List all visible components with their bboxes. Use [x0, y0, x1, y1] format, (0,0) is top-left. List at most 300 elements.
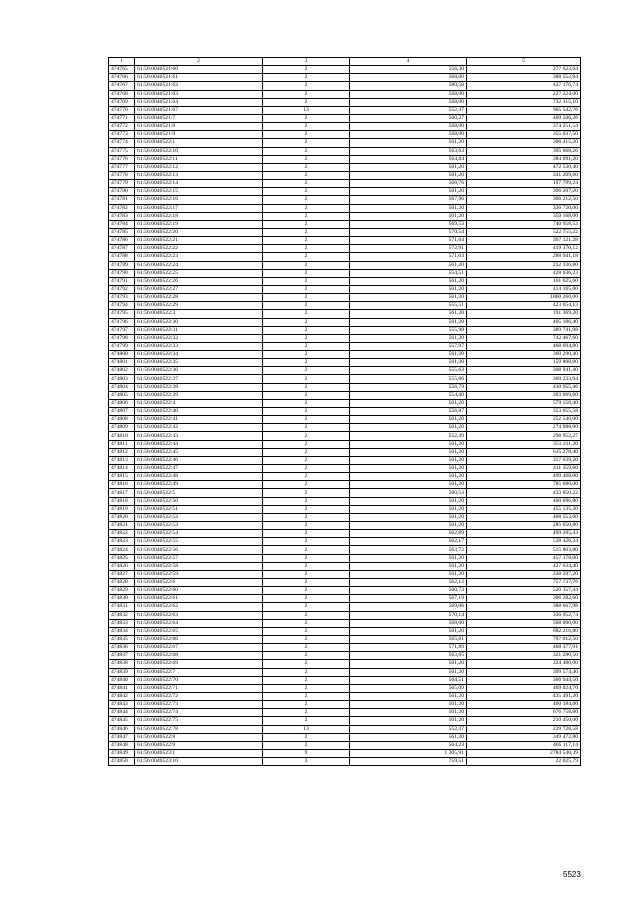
- row-number-cell: 474765: [109, 66, 135, 74]
- value-cell: 676 758,80: [467, 709, 581, 717]
- area-cell: 561,20: [350, 456, 467, 464]
- value-cell: 635 278,40: [467, 448, 581, 456]
- cadastral-number-cell: 61:56:0040522:35: [135, 359, 263, 367]
- cadastral-number-cell: 61:56:0040522:56: [135, 546, 263, 554]
- value-cell: 568 000,00: [467, 619, 581, 627]
- value-cell: 785 680,00: [467, 481, 581, 489]
- value-cell: 740 958,53: [467, 220, 581, 228]
- table-row: [109, 627, 581, 635]
- value-cell: 298 952,27: [467, 432, 581, 440]
- cadastral-number-cell: 61:56:0040522:7: [135, 668, 263, 676]
- value-cell: 239 728,58: [467, 725, 581, 733]
- area-cell: 556,30: [350, 66, 467, 74]
- table-row: [109, 530, 581, 538]
- value-cell: 366 212,50: [467, 196, 581, 204]
- area-cell: 561,20: [350, 692, 467, 700]
- table-row: [109, 90, 581, 98]
- value-cell: 522 755,22: [467, 228, 581, 236]
- table-row: [109, 505, 581, 513]
- cadastral-number-cell: 61:56:0040522:50: [135, 497, 263, 505]
- table-row: [109, 367, 581, 375]
- count-cell: 2: [263, 82, 350, 90]
- cadastral-number-cell: 61:56:0040522:60: [135, 587, 263, 595]
- cadastral-number-cell: 61:56:0040522:23: [135, 253, 263, 261]
- count-cell: 3: [263, 758, 350, 766]
- table-row: [109, 245, 581, 253]
- value-cell: 288 941,18: [467, 253, 581, 261]
- value-cell: 285 650,80: [467, 522, 581, 530]
- area-cell: 561,20: [350, 448, 467, 456]
- value-cell: 367 121,28: [467, 237, 581, 245]
- value-cell: 499 285,43: [467, 530, 581, 538]
- area-cell: 560,73: [350, 587, 467, 595]
- row-number-cell: 474792: [109, 285, 135, 293]
- row-number-cell: 474805: [109, 391, 135, 399]
- cadastral-number-cell: 61:56:0040522:45: [135, 448, 263, 456]
- table-row: [109, 155, 581, 163]
- count-cell: 2: [263, 652, 350, 660]
- area-cell: 561,20: [350, 701, 467, 709]
- value-cell: 430 955,46: [467, 383, 581, 391]
- cadastral-number-cell: 61:56:0040522:58: [135, 562, 263, 570]
- area-cell: 1 305,91: [350, 749, 467, 757]
- cadastral-number-cell: 61:56:0040522:71: [135, 684, 263, 692]
- count-cell: 2: [263, 253, 350, 261]
- row-number-cell: 474798: [109, 334, 135, 342]
- area-cell: 571,03: [350, 253, 467, 261]
- count-cell: 2: [263, 562, 350, 570]
- value-cell: 317 639,20: [467, 456, 581, 464]
- row-number-cell: 474806: [109, 399, 135, 407]
- row-number-cell: 474810: [109, 432, 135, 440]
- value-cell: 191 369,20: [467, 310, 581, 318]
- count-cell: 2: [263, 644, 350, 652]
- value-cell: 360 290,40: [467, 351, 581, 359]
- table-row: [109, 660, 581, 668]
- count-cell: 2: [263, 416, 350, 424]
- count-cell: 2: [263, 733, 350, 741]
- row-number-cell: 474791: [109, 277, 135, 285]
- cadastral-number-cell: 61:56:0040521:9: [135, 131, 263, 139]
- table-row: [109, 74, 581, 82]
- table-row: [109, 391, 581, 399]
- cadastral-number-cell: 61:56:0040522:64: [135, 619, 263, 627]
- table-row: [109, 399, 581, 407]
- cadastral-number-cell: 61:56:0040522:41: [135, 416, 263, 424]
- area-cell: 565,61: [350, 635, 467, 643]
- table-row: [109, 595, 581, 603]
- row-number-cell: 474812: [109, 448, 135, 456]
- count-cell: 2: [263, 212, 350, 220]
- row-number-cell: 474783: [109, 212, 135, 220]
- area-cell: 568,00: [350, 619, 467, 627]
- value-cell: 435 491,20: [467, 692, 581, 700]
- value-cell: 427 634,40: [467, 562, 581, 570]
- cadastral-number-cell: 61:56:0040522:25: [135, 269, 263, 277]
- count-cell: 2: [263, 391, 350, 399]
- row-number-cell: 474803: [109, 375, 135, 383]
- table-row: [109, 709, 581, 717]
- area-cell: 561,20: [350, 171, 467, 179]
- count-cell: 2: [263, 123, 350, 131]
- cadastral-number-cell: 61:56:0040522:46: [135, 456, 263, 464]
- table-row: [109, 733, 581, 741]
- area-cell: 566,76: [350, 180, 467, 188]
- value-cell: 433 850,22: [467, 489, 581, 497]
- value-cell: 468 694,80: [467, 342, 581, 350]
- cadastral-number-cell: 61:56:0040522:32: [135, 334, 263, 342]
- cadastral-number-cell: 61:56:0040522:26: [135, 277, 263, 285]
- value-cell: 393 069,60: [467, 391, 581, 399]
- value-cell: 457 378,00: [467, 554, 581, 562]
- area-cell: 567,19: [350, 595, 467, 603]
- table-row: [109, 758, 581, 766]
- area-cell: 561,20: [350, 351, 467, 359]
- table-row: [109, 204, 581, 212]
- value-cell: 336 952,74: [467, 611, 581, 619]
- cadastral-number-cell: 61:56:0040521:61: [135, 74, 263, 82]
- count-cell: 2: [263, 424, 350, 432]
- cadastral-number-cell: 61:56:0040522:73: [135, 701, 263, 709]
- area-cell: 561,20: [350, 277, 467, 285]
- page-number: 5523: [563, 870, 581, 879]
- table-row: [109, 212, 581, 220]
- table-row: [109, 440, 581, 448]
- value-cell: 411 359,60: [467, 465, 581, 473]
- cadastral-number-cell: 61:56:0040522:61: [135, 595, 263, 603]
- area-cell: 555,51: [350, 302, 467, 310]
- area-cell: 561,20: [350, 660, 467, 668]
- value-cell: 224 480,00: [467, 660, 581, 668]
- row-number-cell: 474824: [109, 546, 135, 554]
- value-cell: 396 207,20: [467, 188, 581, 196]
- area-cell: 560,53: [350, 489, 467, 497]
- area-cell: 561,20: [350, 359, 467, 367]
- table-row: [109, 106, 581, 114]
- area-cell: 568,00: [350, 123, 467, 131]
- area-cell: 561,20: [350, 212, 467, 220]
- count-cell: 2: [263, 554, 350, 562]
- table-row: [109, 749, 581, 757]
- cadastral-number-cell: 61:56:0040522:6: [135, 579, 263, 587]
- count-cell: 2: [263, 513, 350, 521]
- area-cell: 561,20: [350, 285, 467, 293]
- area-cell: 561,20: [350, 627, 467, 635]
- area-cell: 562,12: [350, 579, 467, 587]
- count-cell: 2: [263, 497, 350, 505]
- cadastral-number-cell: 61:56:0040522:12: [135, 163, 263, 171]
- cadastral-number-cell: 61:56:0040522:38: [135, 383, 263, 391]
- row-number-cell: 474788: [109, 253, 135, 261]
- value-cell: 384 091,20: [467, 155, 581, 163]
- value-cell: 351 311,20: [467, 440, 581, 448]
- count-cell: 2: [263, 611, 350, 619]
- area-cell: 563,72: [350, 546, 467, 554]
- cadastral-number-cell: 61:56:0040522:59: [135, 570, 263, 578]
- count-cell: 2: [263, 294, 350, 302]
- table-header-row: [109, 58, 581, 66]
- table-row: [109, 326, 581, 334]
- area-cell: 561,20: [350, 709, 467, 717]
- row-number-cell: 474833: [109, 619, 135, 627]
- area-cell: 564,23: [350, 741, 467, 749]
- row-number-cell: 474815: [109, 473, 135, 481]
- row-number-cell: 474842: [109, 692, 135, 700]
- cadastral-number-cell: 61:56:0040522:27: [135, 285, 263, 293]
- count-cell: 2: [263, 595, 350, 603]
- row-number-cell: 474799: [109, 342, 135, 350]
- area-cell: 564,51: [350, 676, 467, 684]
- value-cell: 965 542,76: [467, 106, 581, 114]
- cadastral-number-cell: 61:56:0040521:8: [135, 123, 263, 131]
- count-cell: 2: [263, 147, 350, 155]
- cadastral-number-cell: 61:56:0040522:68: [135, 652, 263, 660]
- row-number-cell: 474771: [109, 114, 135, 122]
- row-number-cell: 474808: [109, 416, 135, 424]
- row-number-cell: 474821: [109, 522, 135, 530]
- row-number-cell: 474781: [109, 196, 135, 204]
- cadastral-number-cell: 61:56:0040521:63: [135, 90, 263, 98]
- table-row: [109, 147, 581, 155]
- row-number-cell: 474844: [109, 709, 135, 717]
- area-cell: 555,06: [350, 375, 467, 383]
- table-row: [109, 701, 581, 709]
- row-number-cell: 474829: [109, 587, 135, 595]
- cadastral-number-cell: 61:56:0040522:5: [135, 489, 263, 497]
- count-cell: 2: [263, 546, 350, 554]
- value-cell: 405 117,14: [467, 741, 581, 749]
- table-row: [109, 171, 581, 179]
- count-cell: 9: [263, 749, 350, 757]
- row-number-cell: 474850: [109, 758, 135, 766]
- cadastral-number-cell: 61:56:0040522:19: [135, 220, 263, 228]
- value-cell: 308 941,40: [467, 367, 581, 375]
- row-number-cell: 474768: [109, 90, 135, 98]
- cadastral-number-cell: 61:56:0040522:11: [135, 155, 263, 163]
- count-cell: 2: [263, 228, 350, 236]
- row-number-cell: 474825: [109, 554, 135, 562]
- value-cell: 395 668,26: [467, 147, 581, 155]
- area-cell: 561,20: [350, 188, 467, 196]
- table-row: [109, 644, 581, 652]
- area-cell: 556,87: [350, 408, 467, 416]
- row-number-cell: 474827: [109, 570, 135, 578]
- count-cell: 2: [263, 90, 350, 98]
- area-cell: 571,64: [350, 237, 467, 245]
- row-number-cell: 474838: [109, 660, 135, 668]
- value-cell: 682 216,80: [467, 627, 581, 635]
- table-row: [109, 570, 581, 578]
- count-cell: 2: [263, 277, 350, 285]
- cadastral-number-cell: 61:56:0040522:69: [135, 660, 263, 668]
- count-cell: 2: [263, 66, 350, 74]
- area-cell: 569,53: [350, 220, 467, 228]
- count-cell: 2: [263, 489, 350, 497]
- area-cell: 561,20: [350, 261, 467, 269]
- table-row: [109, 375, 581, 383]
- table-row: [109, 82, 581, 90]
- cadastral-number-cell: 61:56:0040522:51: [135, 505, 263, 513]
- area-cell: 561,20: [350, 204, 467, 212]
- area-cell: 568,00: [350, 74, 467, 82]
- row-number-cell: 474826: [109, 562, 135, 570]
- row-number-cell: 474836: [109, 644, 135, 652]
- cadastral-number-cell: 61:56:0040522:24: [135, 261, 263, 269]
- table-row: [109, 554, 581, 562]
- cadastral-number-cell: 61:56:0040521:60: [135, 66, 263, 74]
- area-cell: 580,58: [350, 82, 467, 90]
- value-cell: 197 799,24: [467, 180, 581, 188]
- count-cell: 2: [263, 98, 350, 106]
- cadastral-number-cell: 61:56:0040522:42: [135, 424, 263, 432]
- cadastral-number-cell: 61:56:0040522:30: [135, 318, 263, 326]
- cadastral-number-cell: 61:56:0040522:48: [135, 473, 263, 481]
- area-cell: 561,20: [350, 668, 467, 676]
- area-cell: 564,84: [350, 155, 467, 163]
- count-cell: 2: [263, 114, 350, 122]
- row-number-cell: 474774: [109, 139, 135, 147]
- table-row: [109, 416, 581, 424]
- row-number-cell: 474814: [109, 465, 135, 473]
- area-cell: 561,20: [350, 481, 467, 489]
- value-cell: 419 370,12: [467, 245, 581, 253]
- count-cell: 2: [263, 351, 350, 359]
- count-cell: 2: [263, 196, 350, 204]
- header-cell-4: 4: [350, 58, 467, 66]
- table-row: [109, 635, 581, 643]
- count-cell: 2: [263, 367, 350, 375]
- table-row: [109, 277, 581, 285]
- row-number-cell: 474772: [109, 123, 135, 131]
- value-cell: 499 468,00: [467, 473, 581, 481]
- cadastral-number-cell: 61:56:0040522:67: [135, 644, 263, 652]
- count-cell: 2: [263, 163, 350, 171]
- count-cell: 2: [263, 139, 350, 147]
- count-cell: 2: [263, 456, 350, 464]
- value-cell: 408 553,60: [467, 513, 581, 521]
- row-number-cell: 474837: [109, 652, 135, 660]
- row-number-cell: 474819: [109, 505, 135, 513]
- value-cell: 374 251,54: [467, 123, 581, 131]
- area-cell: 572,91: [350, 245, 467, 253]
- count-cell: 2: [263, 375, 350, 383]
- area-cell: 568,00: [350, 90, 467, 98]
- area-cell: 563,65: [350, 652, 467, 660]
- row-number-cell: 474843: [109, 701, 135, 709]
- table-row: [109, 546, 581, 554]
- table-row: [109, 587, 581, 595]
- cadastral-number-cell: 61:56:0040522:39: [135, 391, 263, 399]
- row-number-cell: 474834: [109, 627, 135, 635]
- cadastral-number-cell: 61:56:0040522:74: [135, 709, 263, 717]
- count-cell: 2: [263, 619, 350, 627]
- value-cell: 414 165,60: [467, 285, 581, 293]
- cadastral-number-cell: 61:56:0040522:14: [135, 180, 263, 188]
- row-number-cell: 474785: [109, 228, 135, 236]
- row-number-cell: 474769: [109, 98, 135, 106]
- count-cell: 2: [263, 188, 350, 196]
- area-cell: 561,20: [350, 465, 467, 473]
- value-cell: 399 574,40: [467, 668, 581, 676]
- table-row: [109, 163, 581, 171]
- table-row: [109, 448, 581, 456]
- value-cell: 437 176,74: [467, 82, 581, 90]
- area-cell: 567,96: [350, 196, 467, 204]
- cadastral-number-cell: 61:56:0040522:75: [135, 717, 263, 725]
- area-cell: 561,20: [350, 318, 467, 326]
- count-cell: 2: [263, 342, 350, 350]
- count-cell: 2: [263, 603, 350, 611]
- value-cell: 210 450,00: [467, 717, 581, 725]
- value-cell: 388 667,98: [467, 603, 581, 611]
- cadastral-number-cell: 61:56:0040522:43: [135, 432, 263, 440]
- table-row: [109, 456, 581, 464]
- value-cell: 360 233,94: [467, 375, 581, 383]
- row-number-cell: 474801: [109, 359, 135, 367]
- table-row: [109, 318, 581, 326]
- row-number-cell: 474848: [109, 741, 135, 749]
- value-cell: 349 472,80: [467, 733, 581, 741]
- count-cell: 2: [263, 660, 350, 668]
- area-cell: 565,09: [350, 684, 467, 692]
- row-number-cell: 474793: [109, 294, 135, 302]
- count-cell: 2: [263, 709, 350, 717]
- table-row: [109, 220, 581, 228]
- table-row: [109, 741, 581, 749]
- count-cell: 2: [263, 171, 350, 179]
- header-cell-5: 5: [467, 58, 581, 66]
- cadastral-number-cell: 61:56:0040522:8: [135, 733, 263, 741]
- value-cell: 732 315,10: [467, 98, 581, 106]
- cadastral-number-cell: 61:56:0040521:7: [135, 114, 263, 122]
- row-number-cell: 474804: [109, 383, 135, 391]
- area-cell: 561,20: [350, 497, 467, 505]
- area-cell: 552,37: [350, 725, 467, 733]
- row-number-cell: 474840: [109, 676, 135, 684]
- header-cell-1: 1: [109, 58, 135, 66]
- row-number-cell: 474789: [109, 261, 135, 269]
- value-cell: 359 168,00: [467, 212, 581, 220]
- cadastral-number-cell: 61:56:0040522:47: [135, 465, 263, 473]
- count-cell: 2: [263, 522, 350, 530]
- cadastral-number-cell: 61:56:0040522:63: [135, 611, 263, 619]
- value-cell: 757 737,76: [467, 579, 581, 587]
- table-row: [109, 538, 581, 546]
- count-cell: 2: [263, 579, 350, 587]
- count-cell: 2: [263, 440, 350, 448]
- count-cell: 2: [263, 310, 350, 318]
- table-row: [109, 188, 581, 196]
- area-cell: 561,20: [350, 717, 467, 725]
- area-cell: 561,20: [350, 334, 467, 342]
- value-cell: 455 135,20: [467, 505, 581, 513]
- value-cell: 742 467,60: [467, 334, 581, 342]
- value-cell: 306 282,60: [467, 595, 581, 603]
- table-row: [109, 383, 581, 391]
- area-cell: 556,79: [350, 383, 467, 391]
- value-cell: 405 186,40: [467, 318, 581, 326]
- cadastral-number-cell: 61:56:0040522:33: [135, 342, 263, 350]
- value-cell: 520 357,44: [467, 587, 581, 595]
- value-cell: 388 552,84: [467, 74, 581, 82]
- cadastral-number-cell: 61:56:0040522:17: [135, 204, 263, 212]
- table-row: [109, 123, 581, 131]
- row-number-cell: 474820: [109, 513, 135, 521]
- value-cell: 274 988,00: [467, 424, 581, 432]
- row-number-cell: 474823: [109, 538, 135, 546]
- cadastral-number-cell: 61:56:0040522:13: [135, 171, 263, 179]
- row-number-cell: 474847: [109, 733, 135, 741]
